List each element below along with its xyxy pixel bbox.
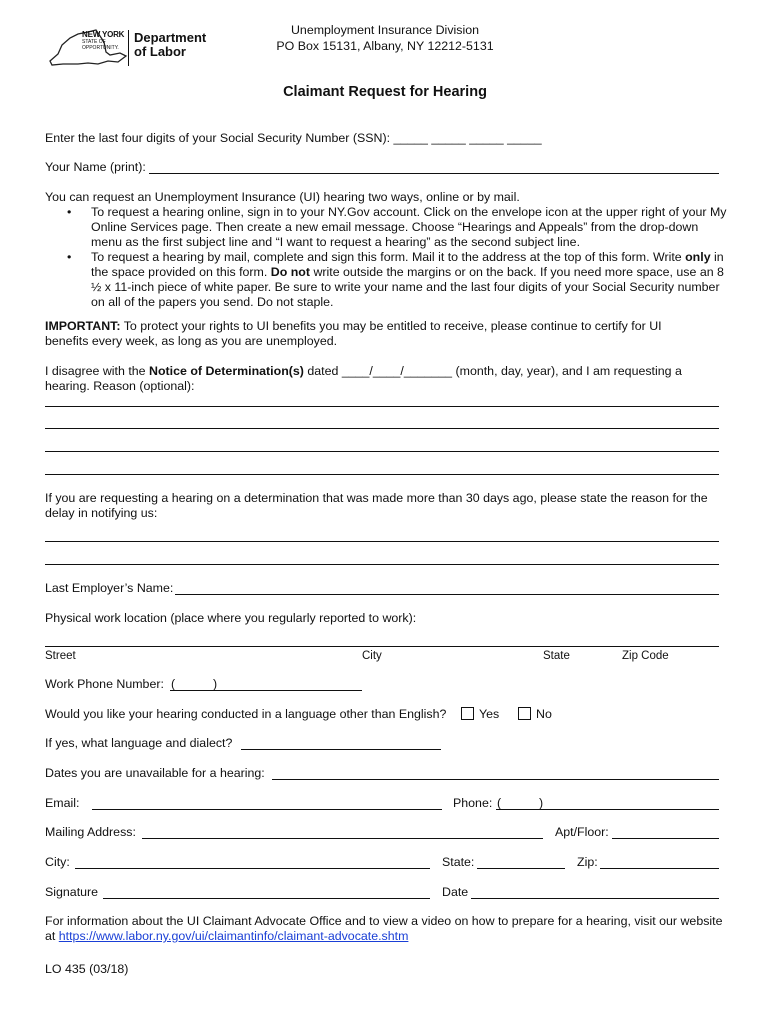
location-field[interactable] [45, 646, 719, 647]
mailing-address-label: Mailing Address: [45, 825, 136, 839]
notice-of-determination: Notice of Determination(s) [149, 364, 304, 378]
bullet-mail-c: in the space provided on this form. [91, 250, 724, 279]
employer-field[interactable] [175, 594, 719, 595]
disagree-a: I disagree with the [45, 364, 150, 378]
request-methods-list [45, 205, 727, 310]
delay-reason-line-1[interactable] [45, 541, 719, 542]
header-address: PO Box 15131, Albany, NY 12212-5131 [276, 39, 494, 53]
bullet-mail-e: write outside the margins or on the back. If you need more space, use an 8 ½ x 11-inch piece of white paper. Be sure to write your name and the last four digits of your Social Security number on all of the papers you send. Do not staple. [91, 265, 724, 309]
phone-label: Phone: [453, 796, 493, 810]
reason-line-4[interactable] [45, 474, 719, 475]
footer-info [45, 914, 725, 944]
name-field[interactable] [149, 173, 719, 174]
phone-field[interactable] [496, 809, 719, 810]
logo-dept-line2: of Labor [134, 44, 186, 59]
disagree-statement [45, 364, 710, 394]
unavailable-dates-label: Dates you are unavailable for a hearing: [45, 766, 265, 780]
state-field[interactable] [477, 868, 565, 869]
col-street: Street [45, 650, 76, 662]
ssn-label: Enter the last four digits of your Social Security Number (SSN): _____ _____ _____ _____ [45, 131, 542, 145]
work-phone-field[interactable] [170, 690, 362, 691]
location-label: Physical work location (place where you regularly reported to work): [45, 611, 417, 625]
date-field[interactable] [471, 898, 719, 899]
signature-field[interactable] [103, 898, 430, 899]
dialect-field[interactable] [241, 749, 441, 750]
city-label: City: [45, 855, 70, 869]
language-no-checkbox[interactable] [518, 707, 531, 720]
language-no-label: No [536, 707, 552, 721]
reason-line-3[interactable] [45, 451, 719, 452]
claimant-advocate-link[interactable]: https://www.labor.ny.gov/ui/claimantinfo/claimant-advocate.shtm [58, 929, 409, 943]
phone-area-parens: ( ) [497, 796, 544, 810]
date-label: Date [442, 885, 469, 899]
intro-text: You can request an Unemployment Insurance (UI) hearing two ways, online or by mail. [45, 190, 520, 204]
col-zip: Zip Code [622, 650, 669, 662]
language-yes-checkbox[interactable] [461, 707, 474, 720]
language-yes-label: Yes [479, 707, 500, 721]
reason-line-2[interactable] [45, 428, 719, 429]
unavailable-dates-field[interactable] [272, 779, 719, 780]
dialect-label: If yes, what language and dialect? [45, 736, 233, 750]
important-text: To protect your rights to UI benefits you may be entitled to receive, please continue to certify for UI benefits every week, as long as you are unemployed. [45, 319, 662, 348]
delay-reason-line-2[interactable] [45, 564, 719, 565]
city-field[interactable] [75, 868, 430, 869]
email-label: Email: [45, 796, 80, 810]
employer-label: Last Employer’s Name: [45, 581, 174, 595]
email-field[interactable] [92, 809, 442, 810]
bullet-mail-donot: Do not [270, 265, 310, 279]
work-phone-area-parens: ( ) [171, 677, 218, 691]
bullet-online-text: To request a hearing online, sign in to your NY.Gov account. Click on the envelope icon at the upper right of your My Online Services page. Then create a new email message. Choose “Hearings and Appeals” from the drop-down menu as the first subject line and “I want to request a hearing” as the second subject line. [91, 205, 727, 249]
important-label: IMPORTANT: [45, 319, 121, 333]
signature-label: Signature [45, 885, 99, 899]
disagree-c: dated ____/____/_______ (month, day, year), and I am requesting a hearing. Reason (optional): [45, 364, 682, 393]
bullet-mail-a: To request a hearing by mail, complete and sign this form. Mail it to the address at the top of this form. Write [91, 250, 686, 264]
col-city: City [362, 650, 382, 662]
language-question: Would you like your hearing conducted in a language other than English? [45, 707, 447, 721]
mailing-address-field[interactable] [142, 838, 543, 839]
zip-label: Zip: [577, 855, 598, 869]
bullet-mail-only: only [685, 250, 711, 264]
bullet-online [45, 205, 727, 250]
name-label: Your Name (print): [45, 160, 146, 174]
apt-floor-label: Apt/Floor: [555, 825, 609, 839]
logo-state-line1: NEW YORK [82, 30, 125, 39]
bullet-mail [45, 250, 727, 310]
late-request-text: If you are requesting a hearing on a determination that was made more than 30 days ago, please state the reason for the delay in notifying us: [45, 491, 708, 520]
header-division: Unemployment Insurance Division [290, 23, 479, 37]
logo-state-line2: STATE OF [82, 39, 106, 45]
logo-state-line3: OPPORTUNITY. [82, 45, 119, 51]
form-number: LO 435 (03/18) [45, 962, 129, 976]
col-state: State [543, 650, 570, 662]
apt-floor-field[interactable] [612, 838, 719, 839]
page-title: Claimant Request for Hearing [283, 84, 487, 100]
work-phone-label: Work Phone Number: [45, 677, 164, 691]
reason-line-1[interactable] [45, 406, 719, 407]
state-label: State: [442, 855, 475, 869]
footer-text: For information about the UI Claimant Advocate Office and to view a video on how to prepare for a hearing, visit our website at [45, 914, 723, 943]
logo-dept-line1: Department [134, 30, 207, 45]
zip-field[interactable] [600, 868, 719, 869]
important-notice [45, 319, 705, 349]
